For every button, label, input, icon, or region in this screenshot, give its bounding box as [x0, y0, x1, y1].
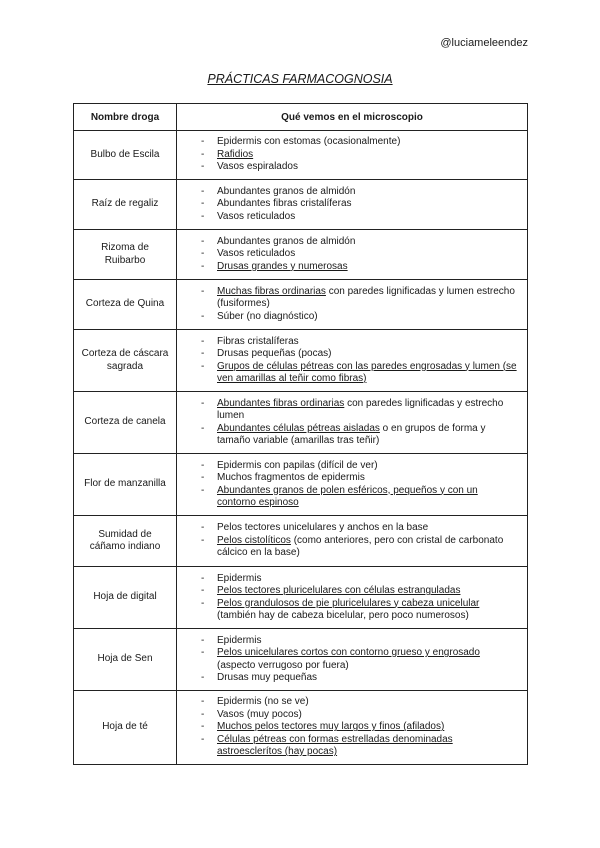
- observation-text: Vasos reticulados: [217, 210, 296, 222]
- observation-text: Drusas pequeñas (pocas): [217, 348, 332, 360]
- observation-item: [201, 149, 519, 161]
- observation-key-text: Rafidios: [217, 148, 254, 160]
- page-title: PRÁCTICAS FARMACOGNOSIA: [207, 72, 393, 86]
- observation-item: [201, 198, 519, 210]
- observation-key-text: Muchos pelos tectores muy largos y finos (afilados): [217, 721, 445, 733]
- observation-item: [201, 635, 519, 647]
- observation-text: (también hay de cabeza bicelular, pero poco numerosos): [217, 609, 469, 621]
- observation-text: Abundantes granos de almidón: [217, 235, 356, 247]
- observation-text: Vasos reticulados: [217, 248, 296, 260]
- microscope-observations: [177, 131, 528, 180]
- drug-table: [73, 103, 528, 765]
- observation-text: Vasos (muy pocos): [217, 708, 302, 720]
- observation-list: [201, 573, 519, 623]
- observation-text: Epidermis: [217, 572, 262, 584]
- observation-item: [201, 709, 519, 721]
- observation-key-text: Pelos tectores pluricelulares con células estranguladas: [217, 585, 461, 597]
- drug-name: Corteza de canela: [74, 392, 177, 454]
- observation-text: Epidermis: [217, 634, 262, 646]
- observation-key-text: Abundantes fibras ordinarias: [217, 397, 345, 409]
- observation-list: [201, 635, 519, 685]
- column-header-microscope: Qué vemos en el microscopio: [177, 104, 528, 131]
- table-row: [74, 392, 528, 454]
- drug-name: Hoja de té: [74, 691, 177, 765]
- observation-key-text: Pelos unicelulares cortos con contorno grueso y engrosado: [217, 647, 480, 659]
- observation-text: con paredes lignificadas y lumen estrecho (fusiformes): [217, 285, 515, 310]
- drug-name: Bulbo de Escila: [74, 131, 177, 180]
- microscope-observations: [177, 230, 528, 280]
- observation-text: Epidermis con estomas (ocasionalmente): [217, 136, 401, 148]
- observation-text: Epidermis (no se ve): [217, 696, 309, 708]
- observation-item: [201, 696, 519, 708]
- microscope-observations: [177, 180, 528, 230]
- microscope-observations: [177, 691, 528, 765]
- observation-item: [201, 672, 519, 684]
- table-row: [74, 131, 528, 180]
- table-row: [74, 180, 528, 230]
- observation-text: Drusas muy pequeñas: [217, 671, 318, 683]
- observation-key-text: Células pétreas con formas estrelladas denominadas astroesclerítos (hay pocas): [217, 733, 453, 758]
- observation-item: [201, 485, 519, 510]
- observation-text: Vasos espiralados: [217, 161, 298, 173]
- observation-item: [201, 348, 519, 360]
- observation-item: [201, 286, 519, 311]
- drug-name: Hoja de digital: [74, 567, 177, 629]
- table-row: [74, 230, 528, 280]
- observation-item: [201, 311, 519, 323]
- observation-key-text: Grupos de células pétreas con las paredes engrosadas y lumen (se ven amarillas al teñir como fibras): [217, 360, 517, 384]
- drug-name: Flor de manzanilla: [74, 454, 177, 516]
- observation-key-text: Drusas grandes y numerosas: [217, 260, 348, 272]
- table-row: [74, 280, 528, 330]
- observation-key-text: Pelos cistolíticos: [217, 534, 291, 546]
- observation-item: [201, 398, 519, 423]
- table-row: [74, 454, 528, 516]
- microscope-observations: [177, 516, 528, 567]
- observation-list: [201, 460, 519, 510]
- drug-name: Hoja de Sen: [74, 629, 177, 691]
- observation-list: [201, 136, 519, 173]
- observation-item: [201, 361, 519, 386]
- table-row: [74, 629, 528, 691]
- observation-item: [201, 535, 519, 560]
- observation-key-text: Abundantes granos de polen esféricos, pequeños y con un contorno espinoso: [217, 484, 478, 508]
- observation-list: [201, 522, 519, 559]
- observation-item: [201, 472, 519, 484]
- observation-key-text: Abundantes células pétreas aisladas: [217, 422, 380, 434]
- table-row: [74, 516, 528, 567]
- observation-list: [201, 398, 519, 448]
- table-header-row: [74, 104, 528, 131]
- observation-text: Fibras cristalíferas: [217, 335, 299, 347]
- observation-item: [201, 236, 519, 248]
- observation-list: [201, 286, 519, 323]
- observation-list: [201, 236, 519, 273]
- observation-item: [201, 585, 519, 597]
- observation-text: (como anteriores, pero con cristal de carbonato cálcico en la base): [217, 534, 504, 559]
- observation-item: [201, 734, 519, 759]
- observation-list: [201, 336, 519, 386]
- observation-text: o en grupos de forma y tamaño variable (amarillas tras teñir): [217, 422, 486, 446]
- observation-text: (aspecto verrugoso por fuera): [217, 659, 349, 671]
- column-header-drug: Nombre droga: [74, 104, 177, 131]
- microscope-observations: [177, 330, 528, 392]
- observation-item: [201, 248, 519, 260]
- author-handle: @luciameleendez: [440, 37, 528, 49]
- microscope-observations: [177, 567, 528, 629]
- observation-text: Muchos fragmentos de epidermis: [217, 472, 365, 484]
- observation-item: [201, 423, 519, 448]
- table-row: [74, 567, 528, 629]
- observation-item: [201, 211, 519, 223]
- observation-item: [201, 136, 519, 148]
- observation-item: [201, 721, 519, 733]
- microscope-observations: [177, 392, 528, 454]
- observation-text: Abundantes granos de almidón: [217, 185, 356, 197]
- drug-name: Rizoma de Ruibarbo: [74, 230, 177, 280]
- observation-text: con paredes lignificadas y estrecho lumen: [217, 397, 504, 422]
- drug-name: Raíz de regaliz: [74, 180, 177, 230]
- observation-item: [201, 598, 519, 623]
- observation-list: [201, 186, 519, 223]
- observation-list: [201, 696, 519, 758]
- observation-text: Pelos tectores unicelulares y anchos en la base: [217, 522, 429, 534]
- drug-name: Sumidad de cáñamo indiano: [74, 516, 177, 567]
- observation-item: [201, 460, 519, 472]
- observation-item: [201, 261, 519, 273]
- table-row: [74, 691, 528, 765]
- observation-text: Epidermis con papilas (difícil de ver): [217, 459, 378, 471]
- observation-key-text: Muchas fibras ordinarias: [217, 285, 326, 297]
- observation-item: [201, 186, 519, 198]
- observation-item: [201, 336, 519, 348]
- table-row: [74, 330, 528, 392]
- observation-key-text: Pelos grandulosos de pie pluricelulares y cabeza unicelular: [217, 597, 480, 609]
- microscope-observations: [177, 454, 528, 516]
- drug-name: Corteza de Quina: [74, 280, 177, 330]
- observation-item: [201, 522, 519, 534]
- observation-item: [201, 647, 519, 672]
- microscope-observations: [177, 280, 528, 330]
- observation-item: [201, 161, 519, 173]
- drug-name: Corteza de cáscara sagrada: [74, 330, 177, 392]
- observation-text: Abundantes fibras cristalíferas: [217, 198, 352, 210]
- observation-item: [201, 573, 519, 585]
- microscope-observations: [177, 629, 528, 691]
- observation-text: Súber (no diagnóstico): [217, 310, 318, 322]
